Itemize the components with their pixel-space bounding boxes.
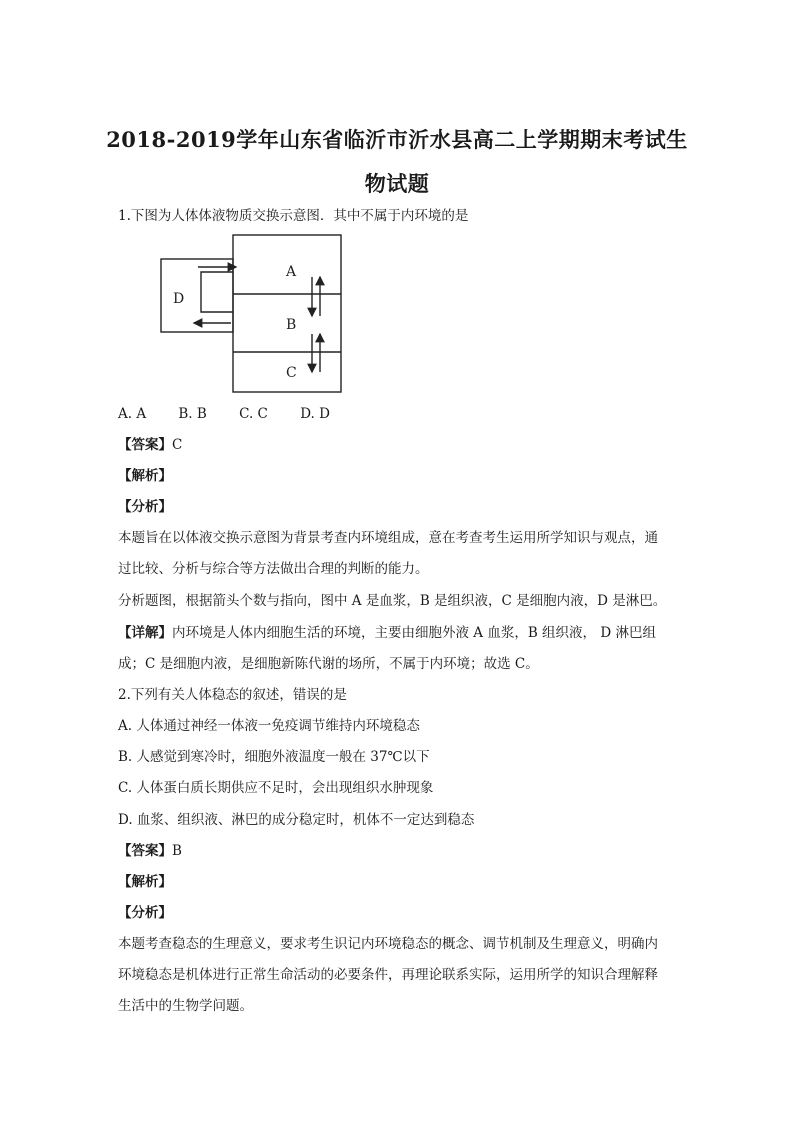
- q1-option-a: A. A: [118, 406, 147, 422]
- q1-diagram: [118, 232, 350, 396]
- q2-stem: 2.下列有关人体稳态的叙述，错误的是: [118, 687, 347, 703]
- q2-option-d: D. 血浆、组织液、淋巴的成分稳定时，机体不一定达到稳态: [118, 812, 475, 828]
- q2-option-b: B. 人感觉到寒冷时，细胞外液温度一般在 37℃以下: [118, 749, 430, 765]
- diagram-label-d: D: [173, 291, 185, 307]
- q1-analysis-line2: 过比较、分析与综合等方法做出合理的判断的能力。: [118, 561, 429, 577]
- q1-detail-line2: 成；C 是细胞内液，是细胞新陈代谢的场所，不属于内环境；故选 C。: [118, 656, 539, 672]
- q1-answer-label: 【答案】: [118, 437, 172, 453]
- q1-detail-label: 【详解】: [118, 625, 172, 641]
- diagram-label-b: B: [286, 317, 297, 333]
- q2-analysis-line1: 本题考查稳态的生理意义，要求考生识记内环境稳态的概念、调节机制及生理意义，明确内: [118, 936, 658, 952]
- q2-answer-value: B: [172, 843, 182, 859]
- q2-jiexi: 【解析】: [118, 874, 172, 890]
- q1-analysis-line1: 本题旨在以体液交换示意图为背景考查内环境组成，意在考查考生运用所学知识与观点，通: [118, 530, 658, 546]
- page-title-line1: 2018-2019学年山东省临沂市沂水县高二上学期期末考试生: [106, 127, 688, 152]
- q1-detail-line1: [118, 623, 680, 643]
- diagram-d-box: [161, 259, 233, 332]
- page-title-line2: 物试题: [364, 171, 430, 196]
- q1-jiexi: 【解析】: [118, 468, 172, 484]
- q2-answer-label: 【答案】: [118, 843, 172, 859]
- q2-analysis-line3: 生活中的生物学问题。: [118, 998, 253, 1014]
- q1-analysis-line3: 分析题图，根据箭头个数与指向，图中 A 是血浆，B 是组织液，C 是细胞内液，D 是淋巴。: [118, 593, 667, 609]
- diagram-label-c: C: [286, 365, 297, 381]
- q1-answer-value: C: [172, 437, 183, 453]
- q1-answer: [118, 435, 680, 455]
- q1-option-d: D. D: [300, 406, 330, 422]
- q1-stem: 1.下图为人体体液物质交换示意图．其中不属于内环境的是: [118, 208, 469, 224]
- q2-analysis-line2: 环境稳态是机体进行正常生命活动的必要条件，再理论联系实际，运用所学的知识合理解释: [118, 967, 658, 983]
- q2-option-c: C. 人体蛋白质长期供应不足时，会出现组织水肿现象: [118, 780, 434, 796]
- q2-answer: [118, 841, 680, 861]
- q1-option-c: C. C: [239, 406, 268, 422]
- q1-option-b: B. B: [178, 406, 207, 422]
- q2-fenxi: 【分析】: [118, 905, 172, 921]
- q1-options: [118, 404, 680, 424]
- q2-option-a: A. 人体通过神经一体液一免疫调节维持内环境稳态: [118, 718, 420, 734]
- q1-fenxi: 【分析】: [118, 499, 172, 515]
- q1-detail-text: 内环境是人体内细胞生活的环境，主要由细胞外液 A 血浆，B 组织液， D 淋巴组: [172, 625, 656, 641]
- diagram-label-a: A: [286, 264, 297, 280]
